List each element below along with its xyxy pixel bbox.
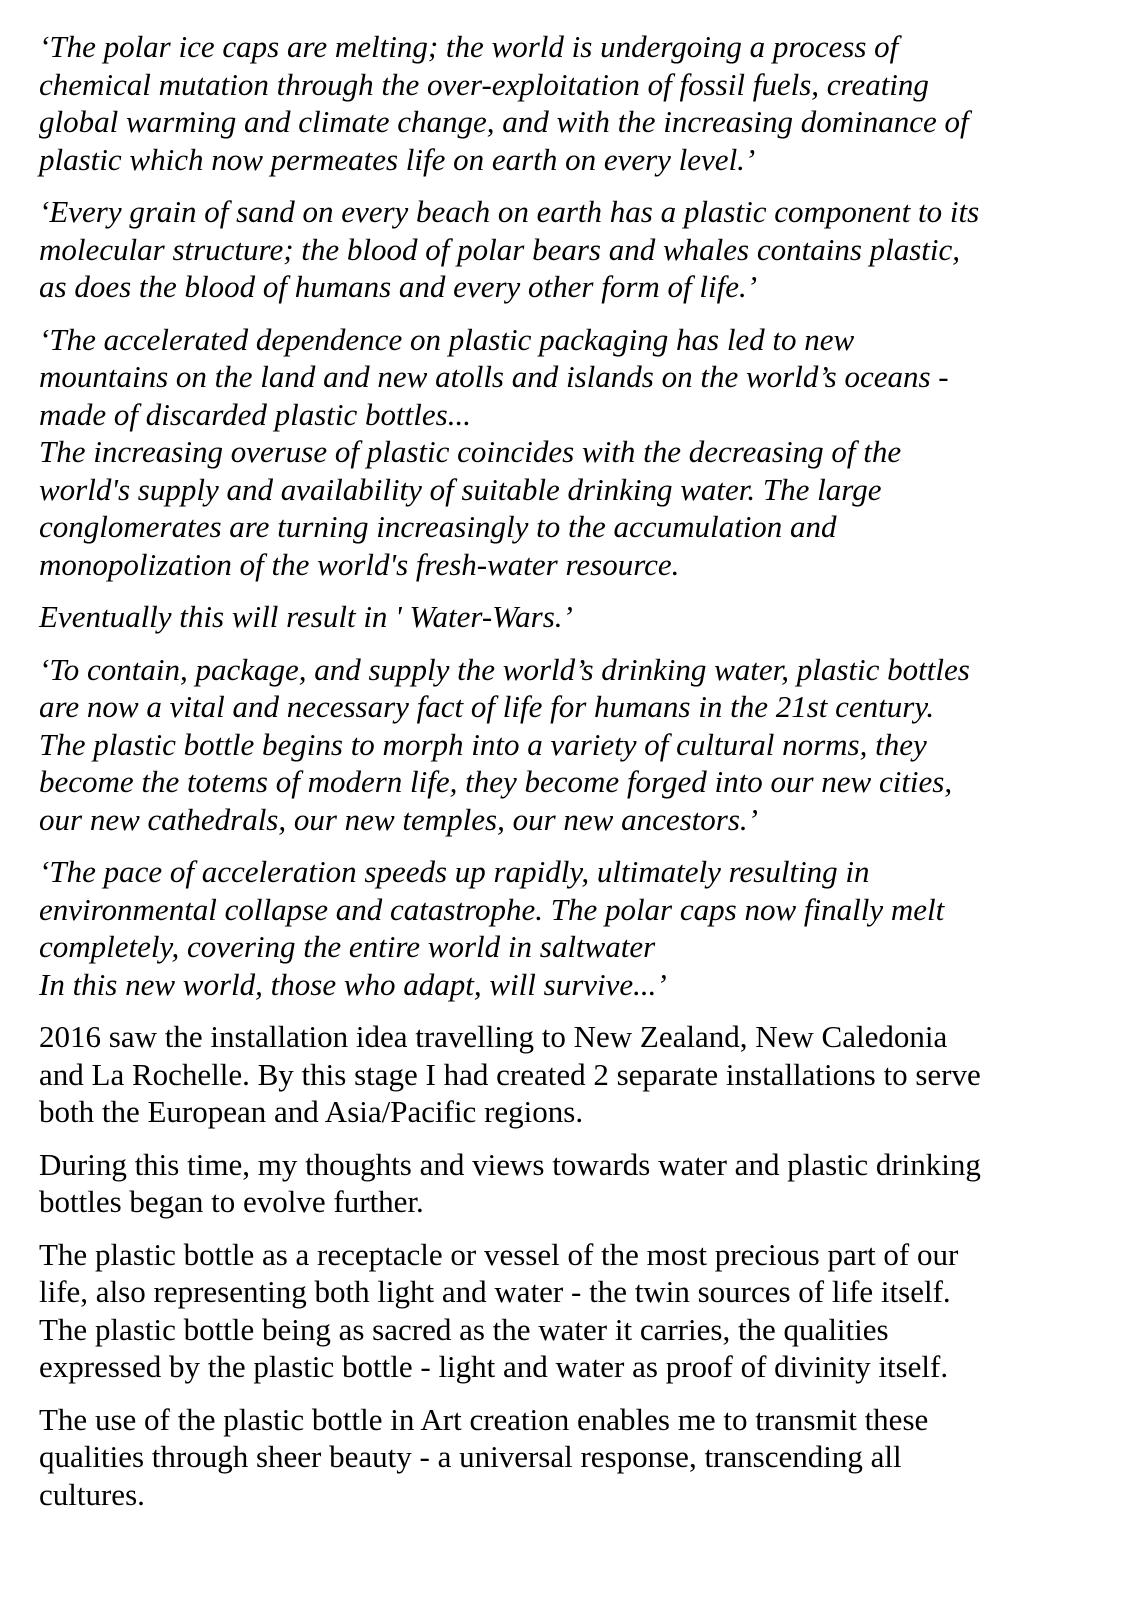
text-line: cultures. <box>39 1476 145 1512</box>
text-line: as does the blood of humans and every other form of life.’ <box>39 269 758 304</box>
text-line: ‘To contain, package, and supply the world’s drinking water, plastic bottles <box>39 651 970 687</box>
text-line: The use of the plastic bottle in Art creation enables me to transmit these <box>39 1401 929 1437</box>
quote-paragraph-acceleration <box>39 853 1088 1003</box>
quote-paragraph-drinking-water <box>39 651 1088 839</box>
text-line: become the totems of modern life, they become forged into our new cities, <box>39 764 953 799</box>
quote-paragraph-plastic-packaging <box>39 321 1088 584</box>
text-line: The plastic bottle as a receptacle or vessel of the most precious part of our <box>39 1236 959 1272</box>
text-line: monopolization of the world's fresh-water resource. <box>39 546 680 582</box>
quote-paragraph-water-wars <box>39 598 1088 636</box>
text-line: chemical mutation through the over-exploitation of fossil fuels, creating <box>39 66 929 102</box>
text-line: our new cathedrals, our new temples, our new ancestors.’ <box>39 801 758 837</box>
text-line: are now a vital and necessary fact of life for humans in the 21st century. <box>39 689 935 724</box>
text-line: ‘The pace of acceleration speeds up rapidly, ultimately resulting in <box>39 854 870 889</box>
text-line: In this new world, those who adapt, will survive...’ <box>39 966 667 1002</box>
text-line: and La Rochelle. By this stage I had created 2 separate installations to serve <box>39 1056 981 1092</box>
text-line: Eventually this will result in ' Water-Wars.’ <box>39 599 573 634</box>
quote-paragraph-polar-ice-caps <box>39 28 1088 178</box>
body-paragraph-2016-installation <box>39 1018 1088 1131</box>
text-line: conglomerates are turning increasingly to the accumulation and <box>39 509 837 544</box>
text-line: The increasing overuse of plastic coincides with the decreasing of the <box>39 434 902 469</box>
text-line: ‘The accelerated dependence on plastic packaging has led to new <box>39 321 855 357</box>
text-line: both the European and Asia/Pacific regions. <box>39 1094 584 1129</box>
text-line: The plastic bottle being as sacred as the water it carries, the qualities <box>39 1311 889 1347</box>
text-line: life, also representing both light and water - the twin sources of life itself. <box>39 1274 951 1309</box>
text-line: plastic which now permeates life on earth on every level.’ <box>39 141 756 177</box>
body-paragraph-thoughts-evolve <box>39 1146 1088 1221</box>
text-line: global warming and climate change, and with the increasing dominance of <box>39 104 969 139</box>
text-line: bottles began to evolve further. <box>39 1184 424 1219</box>
text-line: made of discarded plastic bottles... <box>39 396 471 432</box>
text-line: The plastic bottle begins to morph into a variety of cultural norms, they <box>39 726 927 762</box>
body-paragraph-art-creation <box>39 1401 1088 1514</box>
text-line: 2016 saw the installation idea travelling to New Zealand, New Caledonia <box>39 1019 948 1054</box>
quote-paragraph-grain-of-sand <box>39 193 1088 306</box>
text-line: qualities through sheer beauty - a universal response, transcending all <box>39 1439 902 1474</box>
text-line: molecular structure; the blood of polar bears and whales contains plastic, <box>39 231 961 267</box>
text-line: ‘Every grain of sand on every beach on earth has a plastic component to its <box>39 194 980 229</box>
text-line: environmental collapse and catastrophe. The polar caps now finally melt <box>39 891 945 927</box>
text-line: ‘The polar ice caps are melting; the world is undergoing a process of <box>39 29 899 64</box>
text-line: world's supply and availability of suitable drinking water. The large <box>39 471 882 507</box>
body-paragraph-sacred-vessel <box>39 1236 1088 1386</box>
text-line: mountains on the land and new atolls and islands on the world’s oceans - <box>39 359 949 394</box>
text-line: expressed by the plastic bottle - light and water as proof of divinity itself. <box>39 1349 949 1384</box>
text-line: During this time, my thoughts and views towards water and plastic drinking <box>39 1146 981 1182</box>
text-line: completely, covering the entire world in saltwater <box>39 929 656 964</box>
